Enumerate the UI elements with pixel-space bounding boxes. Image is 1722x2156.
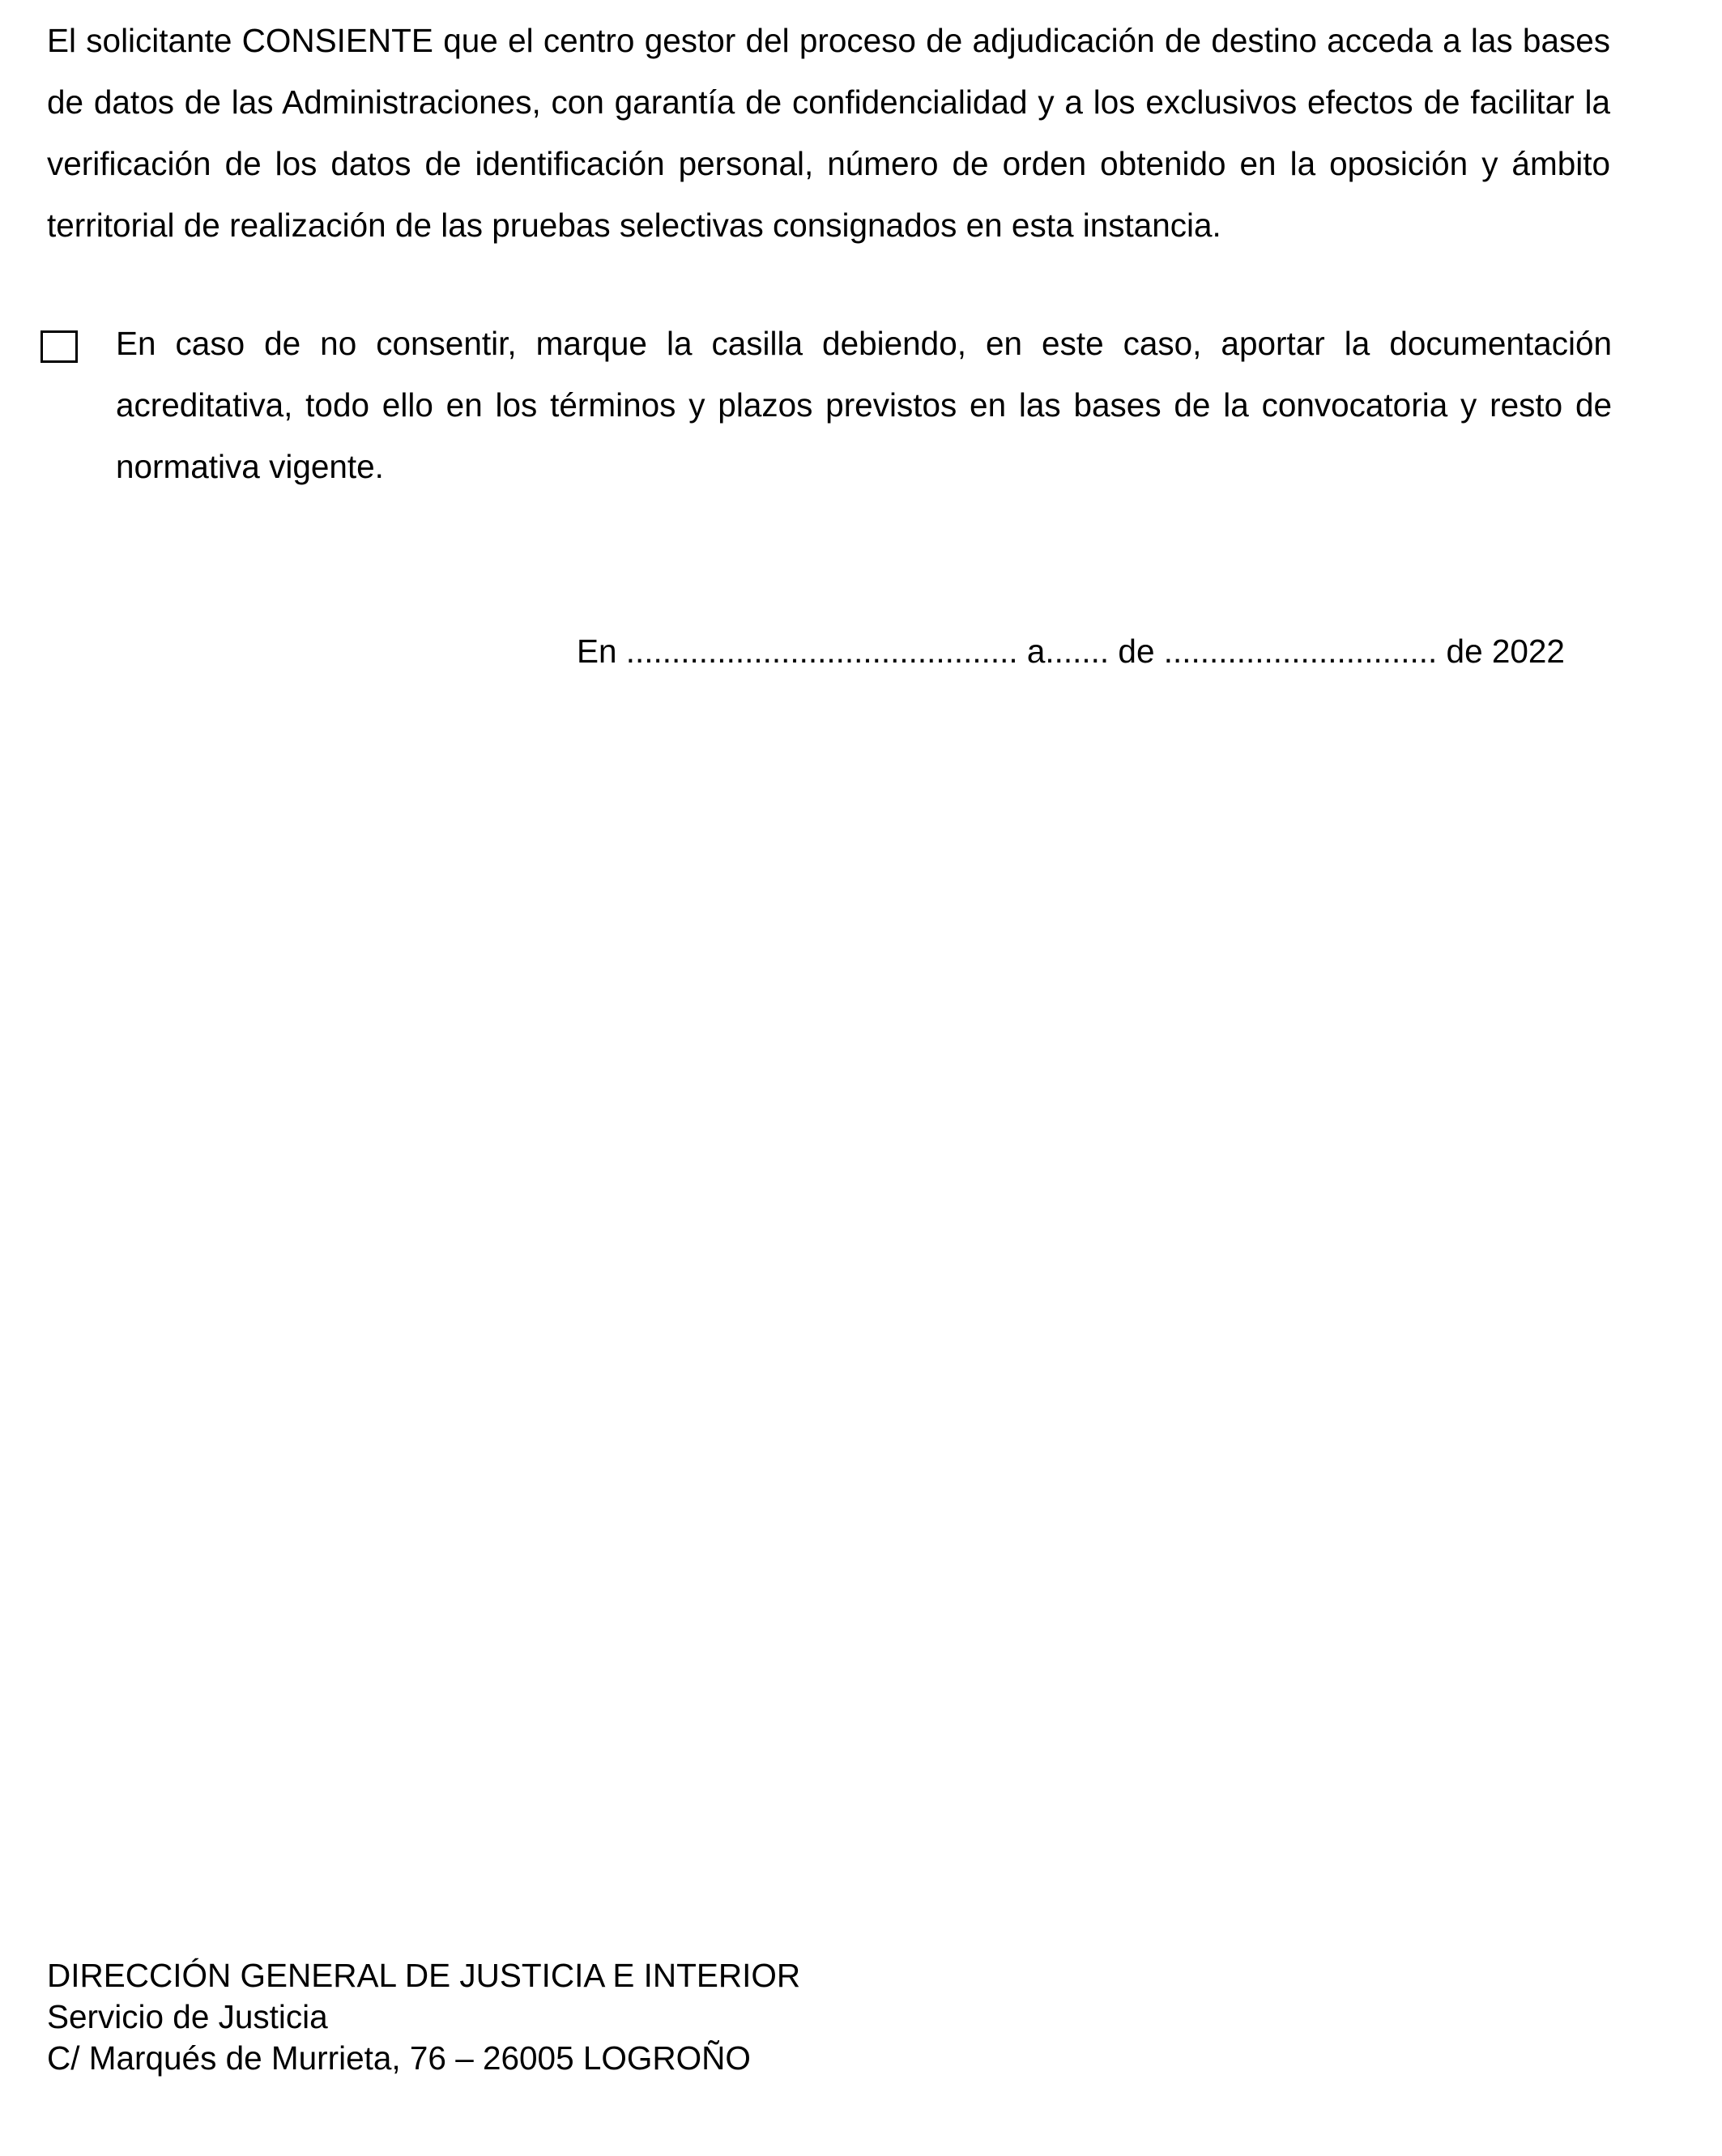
- footer-department: Servicio de Justicia: [47, 1998, 328, 2035]
- optout-checkbox[interactable]: [40, 330, 78, 363]
- date-place-line: En ........................................... a....... de .............................. de 2022: [577, 633, 1565, 670]
- footer-address: C/ Marqués de Murrieta, 76 – 26005 LOGROÑO: [47, 2039, 751, 2077]
- footer-organization: DIRECCIÓN GENERAL DE JUSTICIA E INTERIOR: [47, 1957, 801, 1994]
- consent-paragraph: El solicitante CONSIENTE que el centro gestor del proceso de adjudicación de destino acceda a las bases de datos de las Administraciones, con garantía de confidencialidad y a los exclusivos efectos de facilitar la verificación de los datos de identificación personal, número de orden obtenido en la oposición y ámbito territorial de realización de las pruebas selectivas consignados en esta instancia.: [47, 22, 1610, 244]
- footer-address-block: [47, 1955, 1181, 2079]
- optout-text: En caso de no consentir, marque la casilla debiendo, en este caso, aportar la documentación acreditativa, todo ello en los términos y plazos previstos en las bases de la convocatoria y resto de normativa vigente.: [116, 325, 1612, 485]
